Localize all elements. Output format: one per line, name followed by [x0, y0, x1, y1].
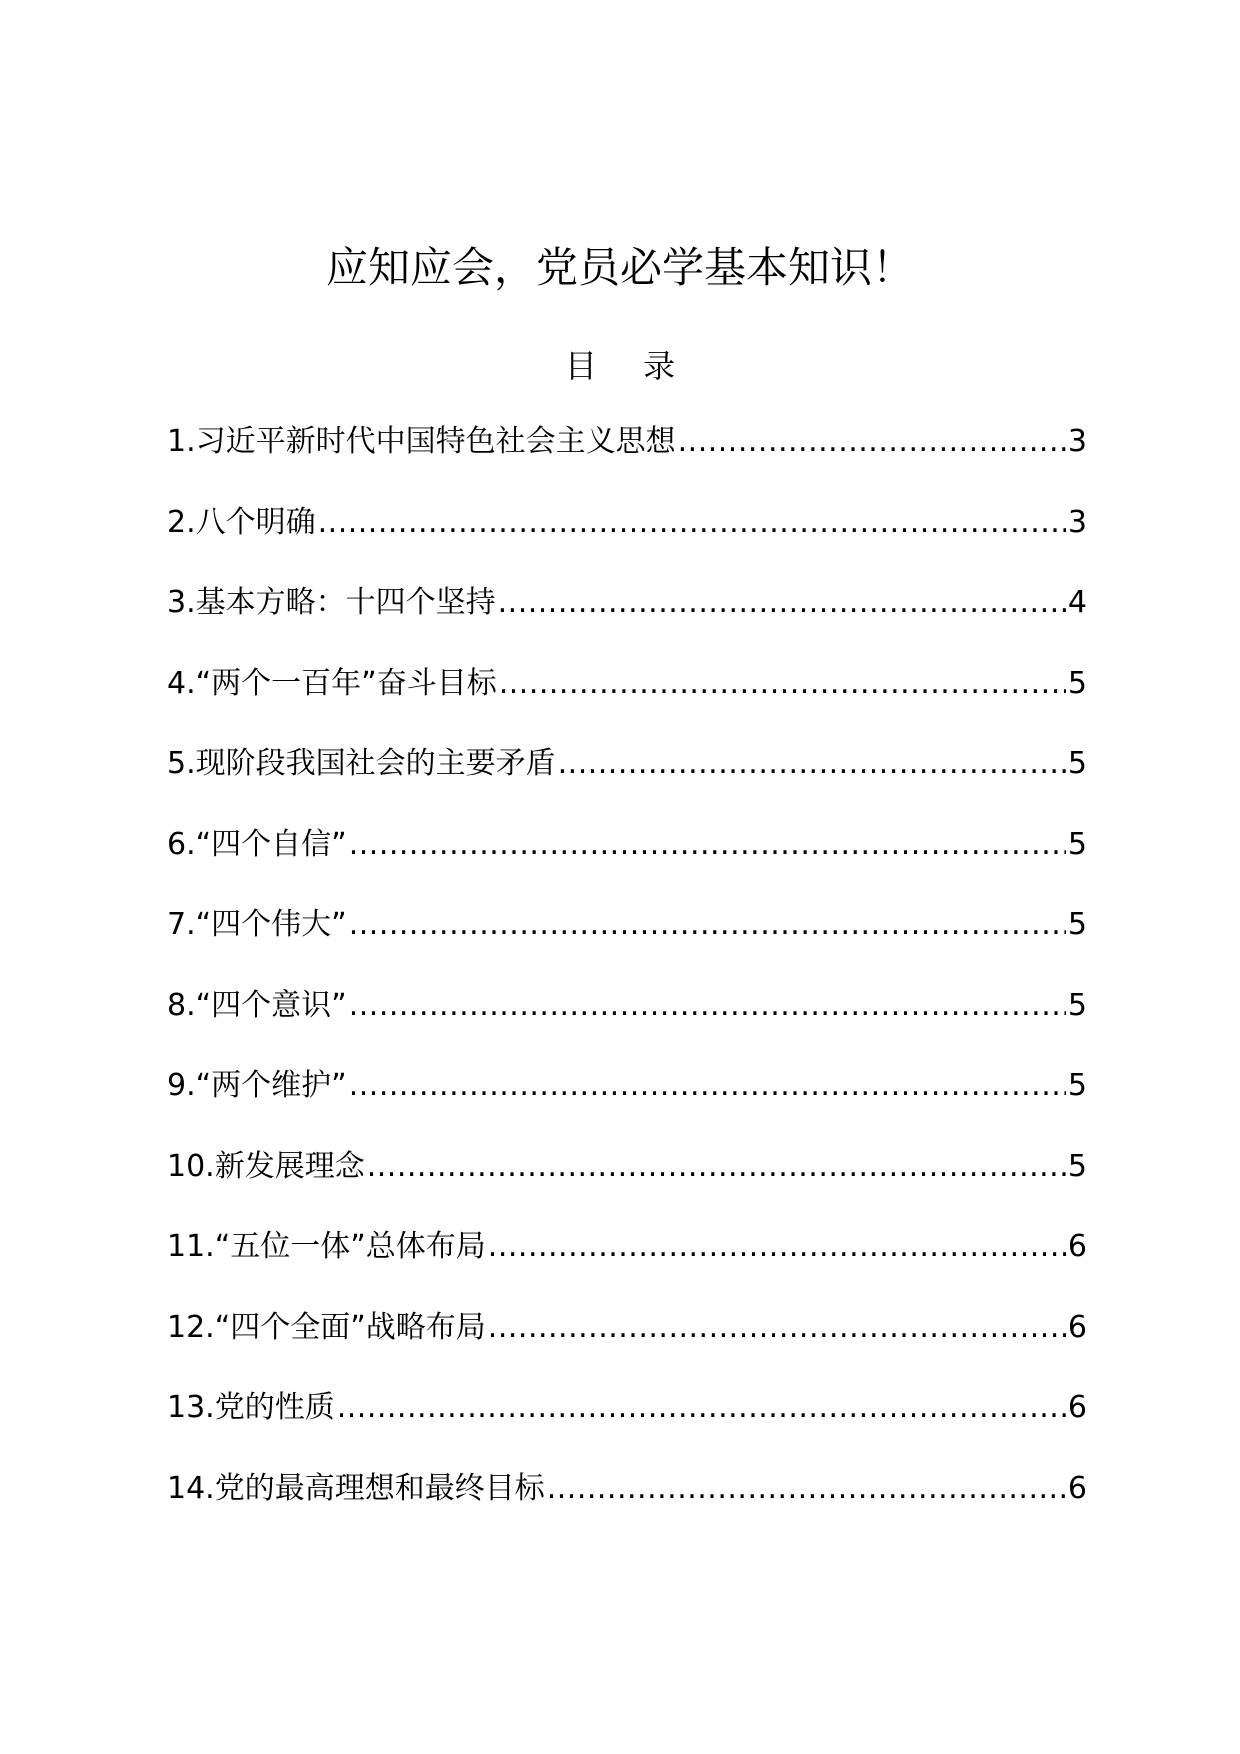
- toc-entry-page: 6: [1067, 1309, 1087, 1345]
- toc-dot-leader: [547, 1465, 1066, 1513]
- toc-entry[interactable]: [167, 660, 1087, 741]
- toc-entry-page: 3: [1067, 424, 1087, 459]
- toc-dot-leader: [367, 1143, 1066, 1191]
- document-title: 应知应会，党员必学基本知识！: [325, 243, 914, 292]
- toc-entry[interactable]: [167, 740, 1087, 821]
- toc-entry-label: 4.“两个一百年”奋斗目标: [167, 665, 497, 701]
- toc-entry-page: 5: [1067, 1068, 1087, 1103]
- toc-entry[interactable]: [167, 821, 1087, 902]
- toc-entry-label: 2.八个明确: [167, 504, 316, 540]
- toc-entry-label: 3.基本方略：十四个坚持: [167, 585, 496, 620]
- toc-dot-leader: [558, 740, 1066, 788]
- toc-dot-leader: [488, 1304, 1066, 1352]
- toc-entry[interactable]: [167, 1304, 1087, 1385]
- toc-entry-label: 11.“五位一体”总体布局: [167, 1229, 486, 1264]
- toc-entry[interactable]: [167, 1384, 1087, 1465]
- toc-entry-page: 3: [1067, 504, 1087, 540]
- toc-dot-leader: [678, 418, 1066, 466]
- toc-entry[interactable]: [167, 1465, 1087, 1546]
- toc-dot-leader: [488, 1223, 1066, 1271]
- toc-entry-label: 8.“四个意识”: [167, 987, 347, 1023]
- toc-entry-page: 6: [1067, 1470, 1087, 1506]
- toc-entry-page: 5: [1067, 746, 1087, 781]
- toc-entry-label: 12.“四个全面”战略布局: [167, 1309, 486, 1345]
- toc-entry-label: 1.习近平新时代中国特色社会主义思想: [167, 424, 676, 459]
- toc-dot-leader: [349, 901, 1066, 949]
- toc-entry[interactable]: [167, 499, 1087, 580]
- toc-entry-label: 7.“四个伟大”: [167, 907, 347, 942]
- toc-entry[interactable]: [167, 901, 1087, 982]
- toc-entry-page: 5: [1067, 1148, 1087, 1184]
- toc-entry-label: 6.“四个自信”: [167, 826, 347, 862]
- toc-entry-page: 6: [1067, 1229, 1087, 1264]
- toc-dot-leader: [349, 982, 1066, 1030]
- toc-entry[interactable]: [167, 579, 1087, 660]
- toc-dot-leader: [499, 660, 1066, 708]
- toc-dot-leader: [337, 1384, 1066, 1432]
- toc-entry[interactable]: [167, 418, 1087, 499]
- toc-dot-leader: [349, 1062, 1066, 1110]
- toc-entry-label: 10.新发展理念: [167, 1148, 365, 1184]
- toc-entry-page: 5: [1067, 826, 1087, 862]
- toc-entry[interactable]: [167, 1062, 1087, 1143]
- toc-entry-page: 4: [1067, 585, 1087, 620]
- toc-entry-label: 14.党的最高理想和最终目标: [167, 1470, 545, 1506]
- toc-entry-label: 5.现阶段我国社会的主要矛盾: [167, 746, 556, 781]
- toc-entry-label: 13.党的性质: [167, 1390, 335, 1425]
- toc-entry-page: 5: [1067, 907, 1087, 942]
- toc-entry-page: 6: [1067, 1390, 1087, 1425]
- toc-dot-leader: [349, 821, 1066, 869]
- toc-dot-leader: [498, 579, 1066, 627]
- toc-heading: 目 录: [564, 347, 694, 385]
- toc-entry-page: 5: [1067, 665, 1087, 701]
- toc-entry-page: 5: [1067, 987, 1087, 1023]
- table-of-contents: [167, 418, 1087, 1545]
- toc-entry[interactable]: [167, 1143, 1087, 1224]
- toc-entry[interactable]: [167, 1223, 1087, 1304]
- toc-entry-label: 9.“两个维护”: [167, 1068, 347, 1103]
- toc-dot-leader: [318, 499, 1066, 547]
- toc-entry[interactable]: [167, 982, 1087, 1063]
